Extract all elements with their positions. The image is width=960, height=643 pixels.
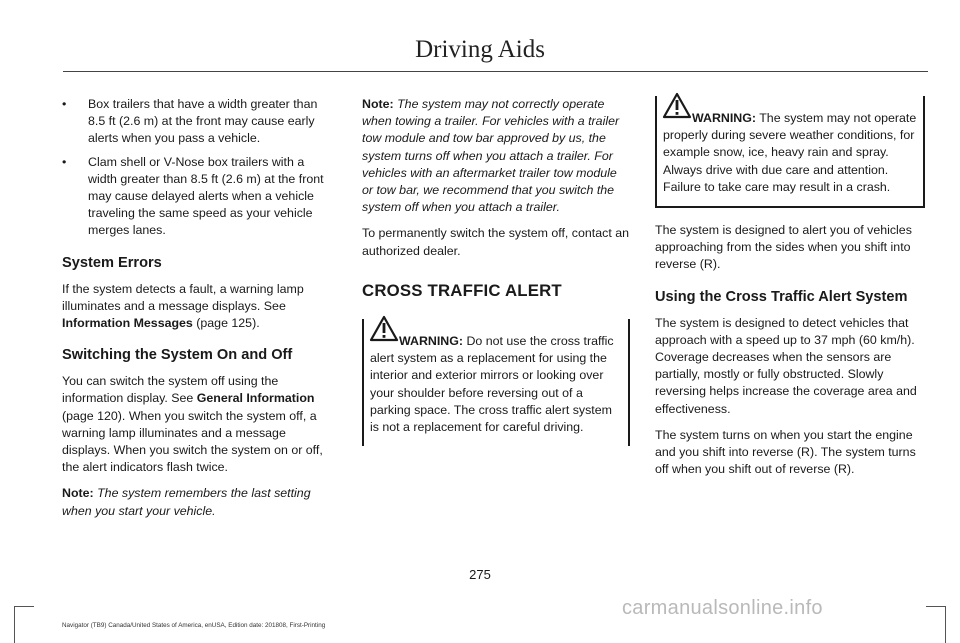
warning-text: The system may not operate properly during severe weather conditions, for example snow, ice, heavy rain and spray. Always drive with due care and attention. Failure to take care may result in a crash. [663, 111, 917, 194]
paragraph-text: If the system detects a fault, a warning lamp illuminates and a message displays. See [62, 281, 304, 313]
watermark: carmanualsonline.info [622, 597, 823, 619]
paragraph-text: (page 120). When you switch the system off, a warning lamp illuminates and a message displays. When you switch the system on or off, the alert indicators flash twice. [62, 408, 323, 475]
crop-mark [926, 606, 946, 607]
paragraph-dealer: To permanently switch the system off, contact an authorized dealer. [362, 226, 629, 258]
paragraph-system-errors [62, 281, 336, 333]
paragraph-alert-intro: The system is designed to alert you of vehicles approaching from the sides when you shift into reverse (R). [655, 223, 912, 272]
list-item [62, 154, 336, 240]
paragraph-detection: The system is designed to detect vehicles that approach with a speed up to 37 mph (60 km/h). Coverage decreases when the sensors are partially, mostly or fully obstructed. Slowly reversing helps increase the coverage area and effectiveness. [655, 315, 917, 416]
warning-text-block [663, 110, 917, 196]
warning-label: WARNING: [692, 111, 757, 125]
column-right [655, 96, 925, 487]
crop-mark [14, 606, 34, 607]
warning-text: Do not use the cross traffic alert system as a replacement for using the interior and exterior mirrors or looking over your shoulder before reversing out of a parking space. The cross traffic alert system is not a replacement for careful driving. [370, 334, 614, 435]
list-item-text: Clam shell or V-Nose box trailers with a width greater than 8.5 ft (2.6 m) at the front may cause delayed alerts when a vehicle traveling the same speed as your vehicle merges lanes. [88, 154, 324, 238]
list-item [62, 96, 336, 148]
warning-triangle-icon [662, 92, 692, 119]
reference-link-general-information[interactable]: General Information [196, 391, 315, 406]
note-label: Note: [62, 486, 94, 501]
page-title: Driving Aids [415, 36, 545, 63]
heading-switching: Switching the System On and Off [62, 347, 293, 364]
note-paragraph [62, 485, 336, 519]
reference-link-information-messages[interactable]: Information Messages [62, 316, 193, 331]
crop-mark [14, 606, 15, 643]
warning-triangle-icon [369, 315, 399, 342]
paragraph-turn-on-off: The system turns on when you start the engine and you shift into reverse (R). The system turns off when you shift out of reverse (R). [655, 427, 916, 477]
paragraph-text: You can switch the system off using the information display. See [62, 374, 279, 406]
warning-label: WARNING: [399, 334, 464, 349]
page-number: 275 [469, 567, 491, 582]
warning-text-block [370, 333, 622, 436]
bullet-list [62, 96, 336, 240]
list-item-text: Box trailers that have a width greater than 8.5 ft (2.6 m) at the front may cause early alerts when you pass a vehicle. [88, 97, 318, 146]
note-label: Note: [362, 97, 394, 111]
column-middle [362, 96, 630, 460]
note-text: The system remembers the last setting when you start your vehicle. [62, 486, 311, 518]
warning-box [362, 319, 630, 446]
bullet-glyph: • [62, 97, 67, 111]
edition-footer: Navigator (TB9) Canada/United States of America, enUSA, Edition date: 201808, First-Printing [62, 622, 326, 629]
bullet-glyph: • [62, 154, 67, 169]
note-text: The system may not correctly operate when towing a trailer. For vehicles with a trailer tow module and tow bar approved by us, the system turns off when you attach a trailer. For vehicles with an aftermarket trailer tow module or tow bar, we recommend that you switch the system off when you attach a trailer. [362, 97, 620, 215]
column-left [62, 96, 336, 529]
reference-page: (page 125). [192, 316, 260, 331]
paragraph-switching [62, 373, 336, 476]
heading-using-cross-traffic: Using the Cross Traffic Alert System [655, 288, 908, 305]
header-rule [63, 71, 928, 72]
note-paragraph [362, 96, 630, 216]
section-title-cross-traffic-alert: CROSS TRAFFIC ALERT [362, 280, 562, 300]
crop-mark [945, 606, 946, 643]
heading-system-errors: System Errors [62, 254, 162, 271]
warning-box [655, 96, 925, 208]
